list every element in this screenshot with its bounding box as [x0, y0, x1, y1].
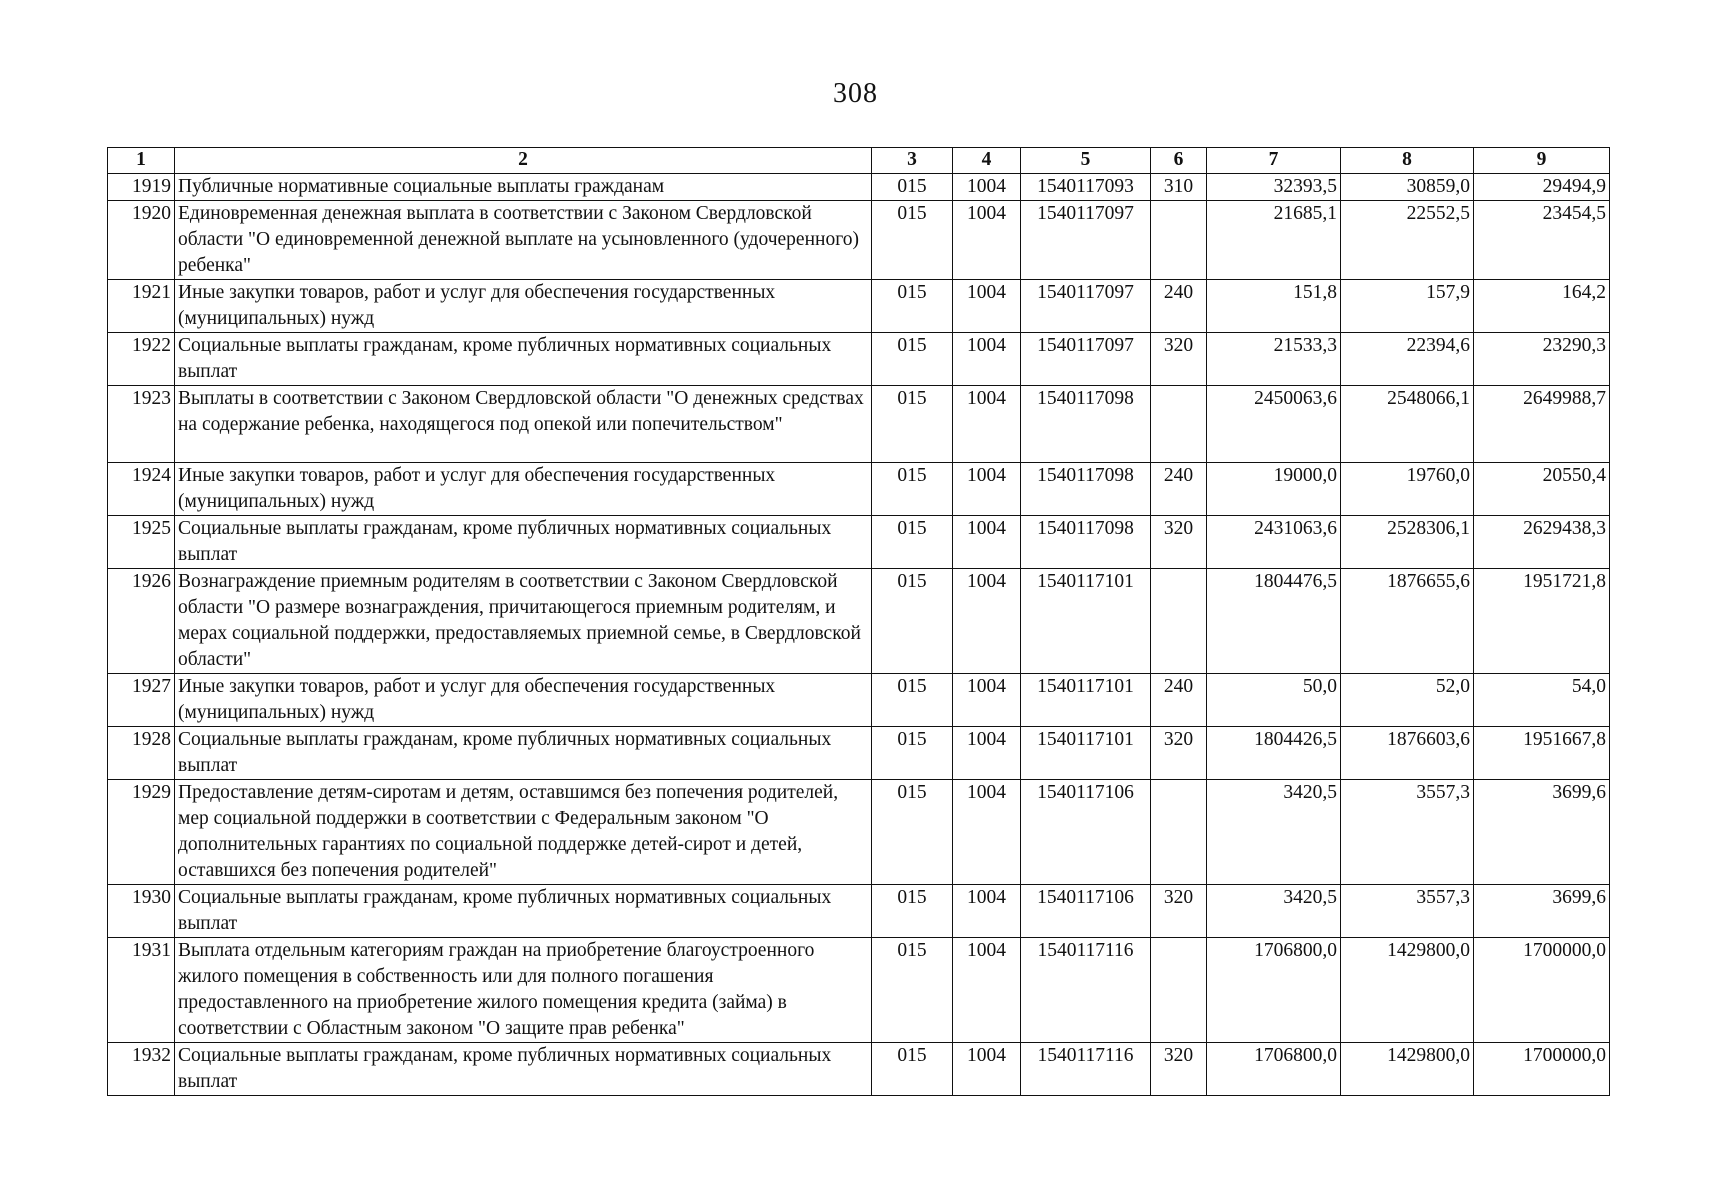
ministry-code: 015 [872, 516, 953, 569]
section-code: 1004 [953, 780, 1021, 885]
amount-col-8: 30859,0 [1341, 174, 1474, 201]
column-header: 7 [1207, 148, 1341, 174]
table-row [108, 280, 1610, 333]
column-header: 9 [1474, 148, 1610, 174]
target-article-code: 1540117101 [1021, 674, 1151, 727]
table-row [108, 333, 1610, 386]
amount-col-8: 22394,6 [1341, 333, 1474, 386]
amount-col-8: 2548066,1 [1341, 386, 1474, 463]
row-number: 1927 [108, 674, 175, 727]
amount-col-7: 1804426,5 [1207, 727, 1341, 780]
amount-col-7: 3420,5 [1207, 780, 1341, 885]
table-row [108, 569, 1610, 674]
row-number: 1931 [108, 938, 175, 1043]
amount-col-9: 2649988,7 [1474, 386, 1610, 463]
row-number: 1925 [108, 516, 175, 569]
row-description: Социальные выплаты гражданам, кроме публичных нормативных социальных выплат [175, 727, 872, 780]
section-code: 1004 [953, 463, 1021, 516]
row-description: Социальные выплаты гражданам, кроме публичных нормативных социальных выплат [175, 516, 872, 569]
amount-col-9: 1700000,0 [1474, 938, 1610, 1043]
column-header: 4 [953, 148, 1021, 174]
ministry-code: 015 [872, 569, 953, 674]
table-row [108, 174, 1610, 201]
table-row [108, 938, 1610, 1043]
amount-col-7: 50,0 [1207, 674, 1341, 727]
amount-col-8: 22552,5 [1341, 201, 1474, 280]
expense-type-code: 310 [1151, 174, 1207, 201]
section-code: 1004 [953, 386, 1021, 463]
row-description: Выплата отдельным категориям граждан на приобретение благоустроенного жилого помещения в собственность или для полного погашения предоставленного на приобретение жилого помещения кредита (займа) в соответствии с Областным законом "О защите прав ребенка" [175, 938, 872, 1043]
section-code: 1004 [953, 333, 1021, 386]
row-number: 1928 [108, 727, 175, 780]
ministry-code: 015 [872, 463, 953, 516]
amount-col-9: 54,0 [1474, 674, 1610, 727]
section-code: 1004 [953, 1043, 1021, 1096]
column-header: 6 [1151, 148, 1207, 174]
amount-col-7: 3420,5 [1207, 885, 1341, 938]
amount-col-9: 2629438,3 [1474, 516, 1610, 569]
amount-col-8: 1429800,0 [1341, 1043, 1474, 1096]
expense-type-code: 240 [1151, 463, 1207, 516]
row-description: Социальные выплаты гражданам, кроме публичных нормативных социальных выплат [175, 885, 872, 938]
row-description: Социальные выплаты гражданам, кроме публичных нормативных социальных выплат [175, 333, 872, 386]
amount-col-9: 23290,3 [1474, 333, 1610, 386]
amount-col-7: 1804476,5 [1207, 569, 1341, 674]
row-description: Выплаты в соответствии с Законом Свердловской области "О денежных средствах на содержание ребенка, находящегося под опекой или попечительством" [175, 386, 872, 463]
amount-col-9: 20550,4 [1474, 463, 1610, 516]
expense-type-code: 320 [1151, 333, 1207, 386]
row-number: 1919 [108, 174, 175, 201]
table-row [108, 386, 1610, 463]
ministry-code: 015 [872, 333, 953, 386]
amount-col-7: 2431063,6 [1207, 516, 1341, 569]
expense-type-code: 320 [1151, 1043, 1207, 1096]
ministry-code: 015 [872, 1043, 953, 1096]
amount-col-9: 23454,5 [1474, 201, 1610, 280]
row-description: Иные закупки товаров, работ и услуг для обеспечения государственных (муниципальных) нужд [175, 463, 872, 516]
table-row [108, 885, 1610, 938]
amount-col-9: 1951721,8 [1474, 569, 1610, 674]
ministry-code: 015 [872, 280, 953, 333]
row-description: Единовременная денежная выплата в соответствии с Законом Свердловской области "О единовременной денежной выплате на усыновленного (удочеренного) ребенка" [175, 201, 872, 280]
target-article-code: 1540117106 [1021, 885, 1151, 938]
expense-type-code: 320 [1151, 516, 1207, 569]
ministry-code: 015 [872, 386, 953, 463]
amount-col-7: 21685,1 [1207, 201, 1341, 280]
section-code: 1004 [953, 885, 1021, 938]
amount-col-8: 1876655,6 [1341, 569, 1474, 674]
target-article-code: 1540117101 [1021, 727, 1151, 780]
ministry-code: 015 [872, 201, 953, 280]
row-number: 1932 [108, 1043, 175, 1096]
table-row [108, 201, 1610, 280]
row-number: 1929 [108, 780, 175, 885]
amount-col-9: 1700000,0 [1474, 1043, 1610, 1096]
amount-col-7: 151,8 [1207, 280, 1341, 333]
expense-type-code: 320 [1151, 727, 1207, 780]
amount-col-7: 21533,3 [1207, 333, 1341, 386]
section-code: 1004 [953, 569, 1021, 674]
header-row [108, 148, 1610, 174]
row-number: 1930 [108, 885, 175, 938]
amount-col-8: 1876603,6 [1341, 727, 1474, 780]
target-article-code: 1540117093 [1021, 174, 1151, 201]
section-code: 1004 [953, 727, 1021, 780]
row-number: 1922 [108, 333, 175, 386]
section-code: 1004 [953, 174, 1021, 201]
ministry-code: 015 [872, 174, 953, 201]
amount-col-8: 157,9 [1341, 280, 1474, 333]
ministry-code: 015 [872, 727, 953, 780]
amount-col-8: 19760,0 [1341, 463, 1474, 516]
target-article-code: 1540117116 [1021, 938, 1151, 1043]
expense-type-code: 240 [1151, 280, 1207, 333]
amount-col-9: 3699,6 [1474, 780, 1610, 885]
ministry-code: 015 [872, 780, 953, 885]
target-article-code: 1540117106 [1021, 780, 1151, 885]
row-number: 1924 [108, 463, 175, 516]
target-article-code: 1540117097 [1021, 201, 1151, 280]
row-description: Предоставление детям-сиротам и детям, оставшимся без попечения родителей, мер социальной поддержки в соответствии с Федеральным законом "О дополнительных гарантиях по социальной поддержке детей-сирот и детей, оставшихся без попечения родителей" [175, 780, 872, 885]
amount-col-7: 32393,5 [1207, 174, 1341, 201]
section-code: 1004 [953, 516, 1021, 569]
ministry-code: 015 [872, 938, 953, 1043]
table-row [108, 516, 1610, 569]
amount-col-8: 52,0 [1341, 674, 1474, 727]
column-header: 5 [1021, 148, 1151, 174]
target-article-code: 1540117098 [1021, 516, 1151, 569]
ministry-code: 015 [872, 885, 953, 938]
row-number: 1926 [108, 569, 175, 674]
column-header: 3 [872, 148, 953, 174]
target-article-code: 1540117101 [1021, 569, 1151, 674]
amount-col-9: 164,2 [1474, 280, 1610, 333]
amount-col-8: 3557,3 [1341, 780, 1474, 885]
target-article-code: 1540117097 [1021, 280, 1151, 333]
table-row [108, 780, 1610, 885]
amount-col-9: 1951667,8 [1474, 727, 1610, 780]
row-description: Иные закупки товаров, работ и услуг для обеспечения государственных (муниципальных) нужд [175, 280, 872, 333]
amount-col-8: 3557,3 [1341, 885, 1474, 938]
row-description: Социальные выплаты гражданам, кроме публичных нормативных социальных выплат [175, 1043, 872, 1096]
amount-col-9: 29494,9 [1474, 174, 1610, 201]
expense-type-code [1151, 938, 1207, 1043]
table-row [108, 674, 1610, 727]
expense-type-code: 320 [1151, 885, 1207, 938]
ministry-code: 015 [872, 674, 953, 727]
target-article-code: 1540117116 [1021, 1043, 1151, 1096]
column-header: 1 [108, 148, 175, 174]
row-number: 1923 [108, 386, 175, 463]
amount-col-7: 1706800,0 [1207, 1043, 1341, 1096]
target-article-code: 1540117098 [1021, 463, 1151, 516]
amount-col-7: 19000,0 [1207, 463, 1341, 516]
amount-col-8: 1429800,0 [1341, 938, 1474, 1043]
amount-col-7: 1706800,0 [1207, 938, 1341, 1043]
section-code: 1004 [953, 280, 1021, 333]
table-row [108, 727, 1610, 780]
row-number: 1920 [108, 201, 175, 280]
amount-col-8: 2528306,1 [1341, 516, 1474, 569]
column-header: 2 [175, 148, 872, 174]
amount-col-7: 2450063,6 [1207, 386, 1341, 463]
row-description: Вознаграждение приемным родителям в соответствии с Законом Свердловской области "О размере вознаграждения, причитающегося приемным родителям, и мерах социальной поддержки, предоставляемых приемной семье, в Свердловской области" [175, 569, 872, 674]
expense-type-code [1151, 780, 1207, 885]
expense-type-code [1151, 569, 1207, 674]
budget-table [107, 147, 1610, 1096]
expense-type-code: 240 [1151, 674, 1207, 727]
section-code: 1004 [953, 674, 1021, 727]
table-row [108, 1043, 1610, 1096]
table-row [108, 463, 1610, 516]
amount-col-9: 3699,6 [1474, 885, 1610, 938]
target-article-code: 1540117098 [1021, 386, 1151, 463]
row-number: 1921 [108, 280, 175, 333]
section-code: 1004 [953, 938, 1021, 1043]
expense-type-code [1151, 386, 1207, 463]
section-code: 1004 [953, 201, 1021, 280]
target-article-code: 1540117097 [1021, 333, 1151, 386]
expense-type-code [1151, 201, 1207, 280]
row-description: Иные закупки товаров, работ и услуг для обеспечения государственных (муниципальных) нужд [175, 674, 872, 727]
page-number: 308 [833, 78, 878, 109]
column-header: 8 [1341, 148, 1474, 174]
row-description: Публичные нормативные социальные выплаты гражданам [175, 174, 872, 201]
